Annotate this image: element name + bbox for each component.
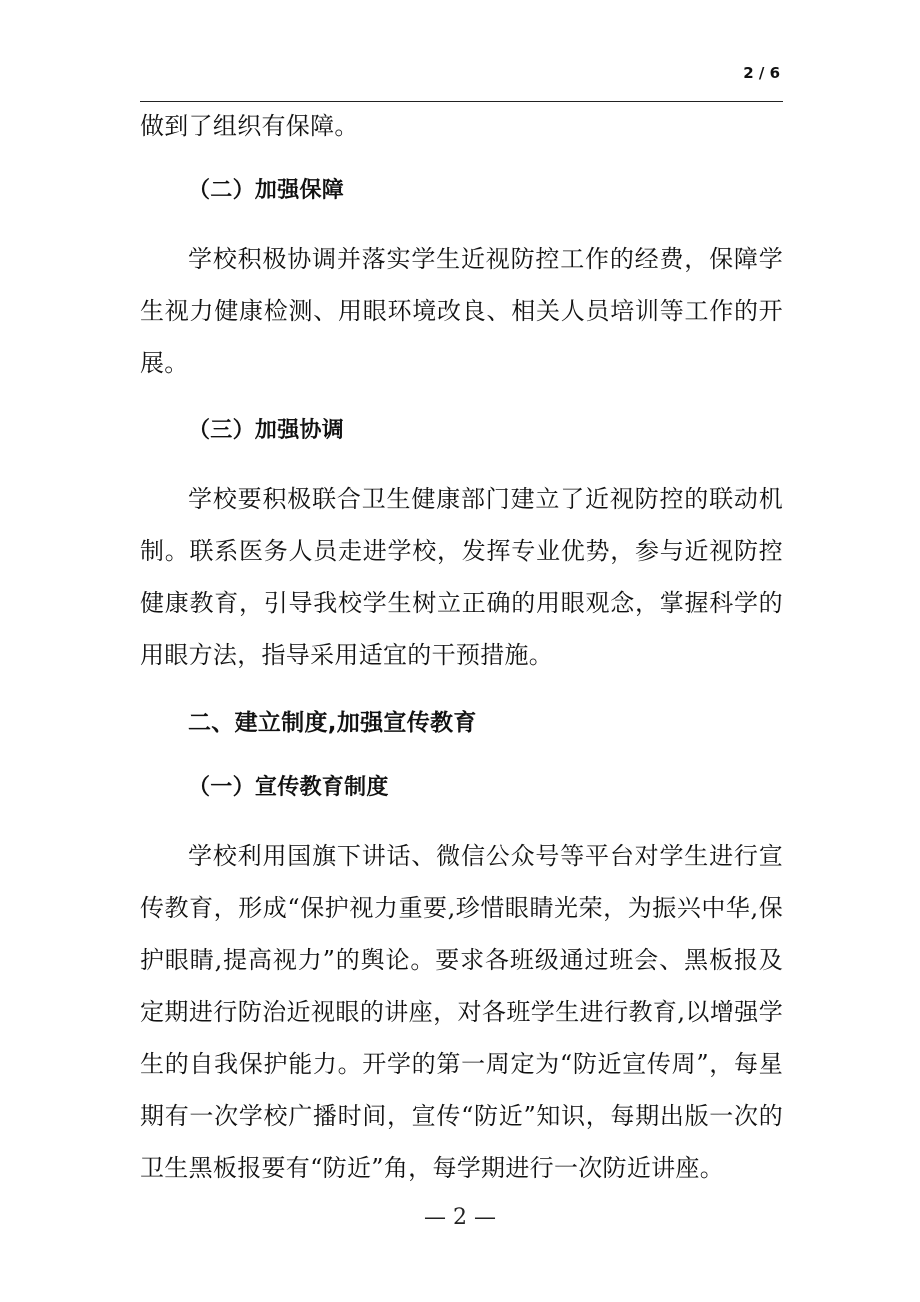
page-indicator: 2 / 6 — [743, 64, 780, 82]
document-body — [140, 100, 783, 1194]
paragraph-funding: 学校积极协调并落实学生近视防控工作的经费，保障学生视力健康检测、用眼环境改良、相关人员培训等工作的开展。 — [140, 245, 783, 377]
paragraph-continuation: 做到了组织有保障。 — [140, 112, 359, 140]
subheading-strengthen-guarantee: （二）加强保障 — [188, 178, 345, 203]
subheading-strengthen-coordination: （三）加强协调 — [188, 418, 345, 443]
page-number-footer: — 2 — — [424, 1205, 496, 1230]
paragraph-coordination: 学校要积极联合卫生健康部门建立了近视防控的联动机制。联系医务人员走进学校，发挥专业优势，参与近视防控健康教育，引导我校学生树立正确的用眼观念，掌握科学的用眼方法，指导采用适宜的干预措施。 — [140, 485, 783, 669]
section-heading-system: 二、建立制度,加强宣传教育 — [188, 710, 477, 736]
subheading-publicity-system: （一）宣传教育制度 — [188, 775, 389, 800]
paragraph-publicity: 学校利用国旗下讲话、微信公众号等平台对学生进行宣传教育，形成“保护视力重要,珍惜眼睛光荣，为振兴中华,保护眼睛,提高视力”的舆论。要求各班级通过班会、黑板报及定期进行防治近视眼的讲座，对各班学生进行教育,以增强学生的自我保护能力。开学的第一周定为“防近宣传周”，每星期有一次学校广播时间，宣传“防近”知识，每期出版一次的卫生黑板报要有“防近”角，每学期进行一次防近讲座。 — [140, 842, 783, 1182]
